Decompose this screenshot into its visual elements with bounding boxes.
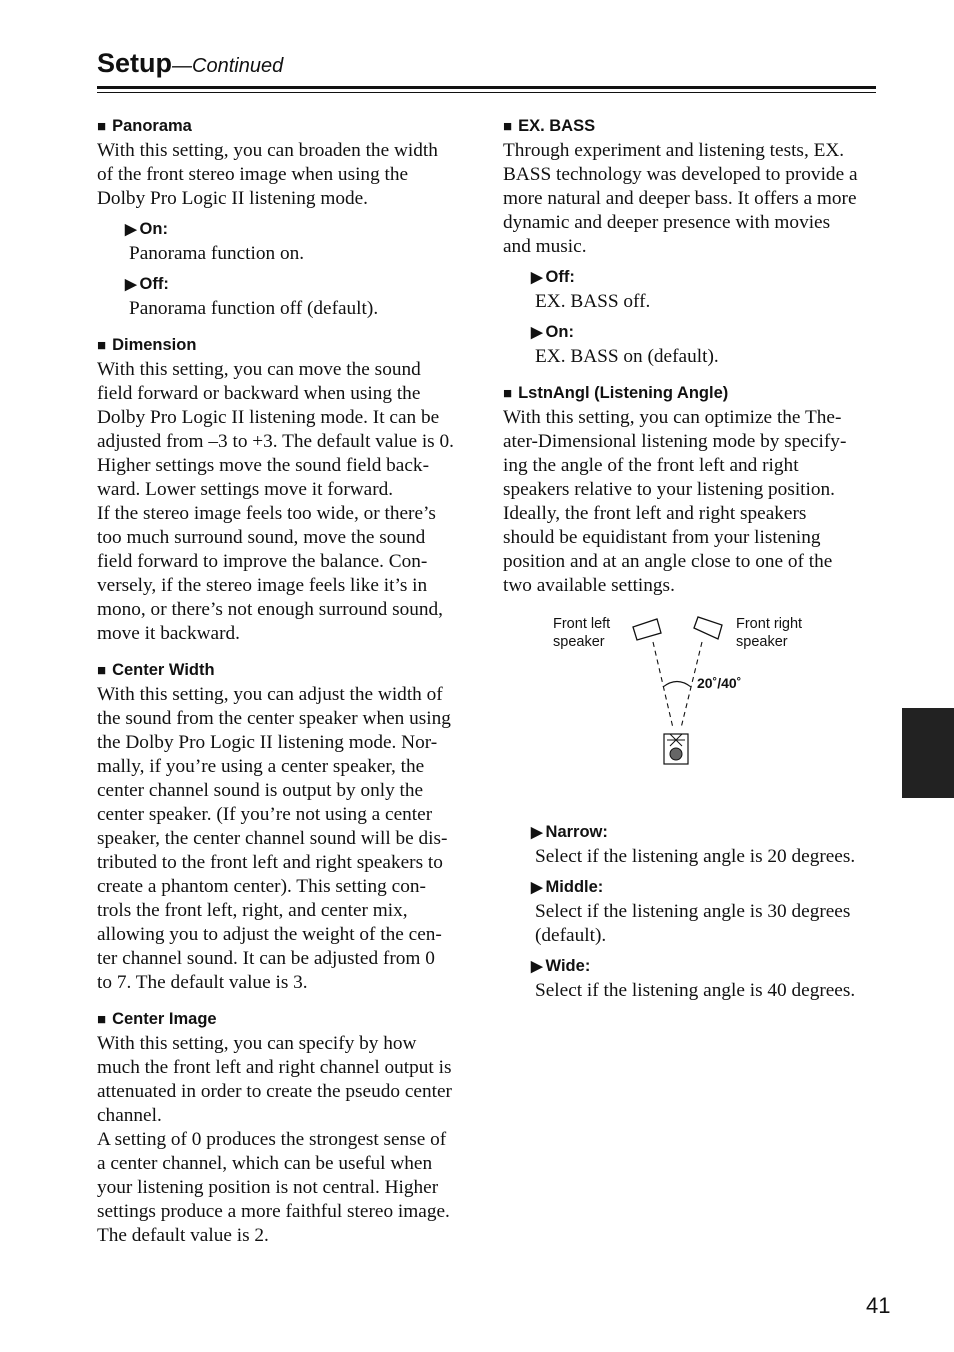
body-text-line: speakers relative to your listening position. (503, 479, 835, 500)
play-triangle-icon: ▶ (531, 879, 543, 896)
body-text-line: more natural and deeper bass. It offers a more (503, 188, 857, 209)
body-text-line: center speaker. (If you’re not using a center (97, 804, 433, 825)
body-text-line: With this setting, you can optimize the The- (503, 407, 842, 428)
front-right-speaker-label: Front right speaker (736, 616, 803, 650)
angle-arc (663, 682, 691, 688)
body-text-line: should be equidistant from your listening (503, 527, 821, 548)
body-text-line: trols the front left, right, and center mix, (97, 900, 408, 921)
page-number: 41 (866, 1293, 891, 1318)
body-text-line: With this setting, you can move the sound (97, 359, 421, 380)
body-text-line: to 7. The default value is 3. (97, 972, 308, 993)
header-rule-thin (97, 92, 876, 93)
option-item (125, 272, 469, 321)
option-item (531, 875, 876, 948)
option-item (531, 320, 876, 369)
front-right-speaker-icon (694, 617, 722, 639)
square-bullet-icon: ■ (97, 337, 107, 354)
option-label-text: Off: (139, 275, 169, 293)
section-heading-text: Dimension (112, 336, 197, 354)
play-triangle-icon: ▶ (125, 221, 137, 238)
body-text-line: field forward or backward when using the (97, 383, 421, 404)
body-text-line: move it backward. (97, 623, 240, 644)
body-text-line: field forward to improve the balance. Con- (97, 551, 428, 572)
body-text-line: settings produce a more faithful stereo image. (97, 1201, 450, 1222)
body-text-line: center channel sound is output by only the (97, 780, 424, 801)
section-gap (97, 321, 469, 333)
section-heading-text: Panorama (112, 117, 192, 135)
option-label-text: On: (545, 323, 574, 341)
option-item (531, 820, 876, 869)
play-triangle-icon: ▶ (531, 958, 543, 975)
option-description: EX. BASS off. (535, 291, 651, 312)
body-text-line: With this setting, you can specify by how (97, 1033, 417, 1054)
option-label (531, 820, 876, 845)
option-description: Select if the listening angle is 30 degrees (535, 901, 851, 922)
body-text-line: With this setting, you can broaden the width (97, 140, 438, 161)
option-label (531, 875, 876, 900)
body-text-line: of the front stereo image when using the (97, 164, 409, 185)
section-heading (503, 381, 876, 406)
option-label-text: Off: (545, 268, 575, 286)
page-title: Setup (97, 48, 173, 78)
body-text-line: a center channel, which can be useful when (97, 1153, 433, 1174)
section-heading-text: EX. BASS (518, 117, 596, 135)
option-item (531, 265, 876, 314)
body-text-line: ward. Lower settings move it forward. (97, 479, 394, 500)
angle-label: 20˚/40˚ (697, 675, 742, 691)
option-item (125, 217, 469, 266)
body-text-line: dynamic and deeper presence with movies (503, 212, 831, 233)
page-title-continued: —Continued (172, 55, 284, 77)
section-gap (97, 995, 469, 1007)
option-label (531, 265, 876, 290)
option-description: Select if the listening angle is 20 degrees. (535, 846, 856, 867)
play-triangle-icon: ▶ (125, 276, 137, 293)
option-label-text: Wide: (545, 957, 591, 975)
square-bullet-icon: ■ (97, 1011, 107, 1028)
option-label (125, 217, 469, 242)
square-bullet-icon: ■ (97, 662, 107, 679)
section-tab (902, 708, 954, 798)
body-text-line: attenuated in order to create the pseudo center (97, 1081, 452, 1102)
option-label (531, 954, 876, 979)
option-description: Panorama function on. (129, 243, 305, 264)
body-text-line: much the front left and right channel output is (97, 1057, 452, 1078)
body-text-line: two available settings. (503, 575, 675, 596)
body-text-line: versely, if the stereo image feels like it’s in (97, 575, 428, 596)
body-text-line: the Dolby Pro Logic II listening mode. Nor- (97, 732, 438, 753)
body-text-line: Through experiment and listening tests, EX. (503, 140, 845, 161)
left-column (97, 114, 469, 1248)
option-description: Panorama function off (default). (129, 298, 379, 319)
play-triangle-icon: ▶ (531, 824, 543, 841)
body-text-line: ing the angle of the front left and right (503, 455, 799, 476)
section-heading (97, 658, 469, 683)
option-label (125, 272, 469, 297)
body-text-line: Ideally, the front left and right speakers (503, 503, 807, 524)
option-label-text: On: (139, 220, 168, 238)
section-heading-text: Center Width (112, 661, 215, 679)
option-label-text: Middle: (545, 878, 604, 896)
body-text-line: mono, or there’s not enough surround sound, (97, 599, 443, 620)
section-gap (97, 646, 469, 658)
body-text-line: adjusted from –3 to +3. The default value is 0. (97, 431, 454, 452)
body-text-line: speaker, the center channel sound will be dis- (97, 828, 448, 849)
section-heading-text: LstnAngl (Listening Angle) (518, 384, 729, 402)
option-description: EX. BASS on (default). (535, 346, 719, 367)
body-text-line: your listening position is not central. Higher (97, 1177, 439, 1198)
body-text-line: channel. (97, 1105, 162, 1126)
front-left-speaker-icon (633, 619, 661, 640)
square-bullet-icon: ■ (503, 118, 513, 135)
play-triangle-icon: ▶ (531, 269, 543, 286)
body-text-line: If the stereo image feels too wide, or there’s (97, 503, 436, 524)
body-text-line: Dolby Pro Logic II listening mode. It can be (97, 407, 440, 428)
listening-angle-options (503, 820, 876, 1003)
body-text-line: tributed to the front left and right speakers to (97, 852, 443, 873)
section-heading (97, 333, 469, 358)
body-text-line: BASS technology was developed to provide a (503, 164, 858, 185)
section-heading (97, 1007, 469, 1032)
listener-icon (664, 734, 688, 764)
square-bullet-icon: ■ (503, 385, 513, 402)
front-left-speaker-label: Front left speaker (553, 616, 611, 650)
section-heading (503, 114, 876, 139)
body-text-line: position and at an angle close to one of the (503, 551, 833, 572)
body-text-line: Higher settings move the sound field back- (97, 455, 429, 476)
listening-angle-diagram (540, 610, 840, 770)
option-label-text: Narrow: (545, 823, 608, 841)
body-text-line: create a phantom center). This setting con- (97, 876, 426, 897)
body-text-line: The default value is 2. (97, 1225, 269, 1246)
body-text-line: Dolby Pro Logic II listening mode. (97, 188, 368, 209)
body-text-line: too much surround sound, move the sound (97, 527, 426, 548)
body-text-line: ater-Dimensional listening mode by specify- (503, 431, 847, 452)
play-triangle-icon: ▶ (531, 324, 543, 341)
body-text-line: and music. (503, 236, 587, 257)
section-heading (97, 114, 469, 139)
option-description: (default). (535, 925, 607, 946)
section-gap (503, 369, 876, 381)
option-label (531, 320, 876, 345)
option-item (531, 954, 876, 1003)
body-text-line: ter channel sound. It can be adjusted from 0 (97, 948, 435, 969)
square-bullet-icon: ■ (97, 118, 107, 135)
body-text-line: mally, if you’re using a center speaker, the (97, 756, 425, 777)
body-text-line: allowing you to adjust the weight of the cen- (97, 924, 442, 945)
header-rule-thick (97, 86, 876, 89)
right-column (503, 114, 876, 1003)
option-description: Select if the listening angle is 40 degrees. (535, 980, 856, 1001)
body-text-line: the sound from the center speaker when using (97, 708, 451, 729)
body-text-line: With this setting, you can adjust the width of (97, 684, 443, 705)
section-heading-text: Center Image (112, 1010, 217, 1028)
right-column-sections (503, 114, 876, 598)
left-sight-line (653, 642, 673, 728)
body-text-line: A setting of 0 produces the strongest sense of (97, 1129, 447, 1150)
